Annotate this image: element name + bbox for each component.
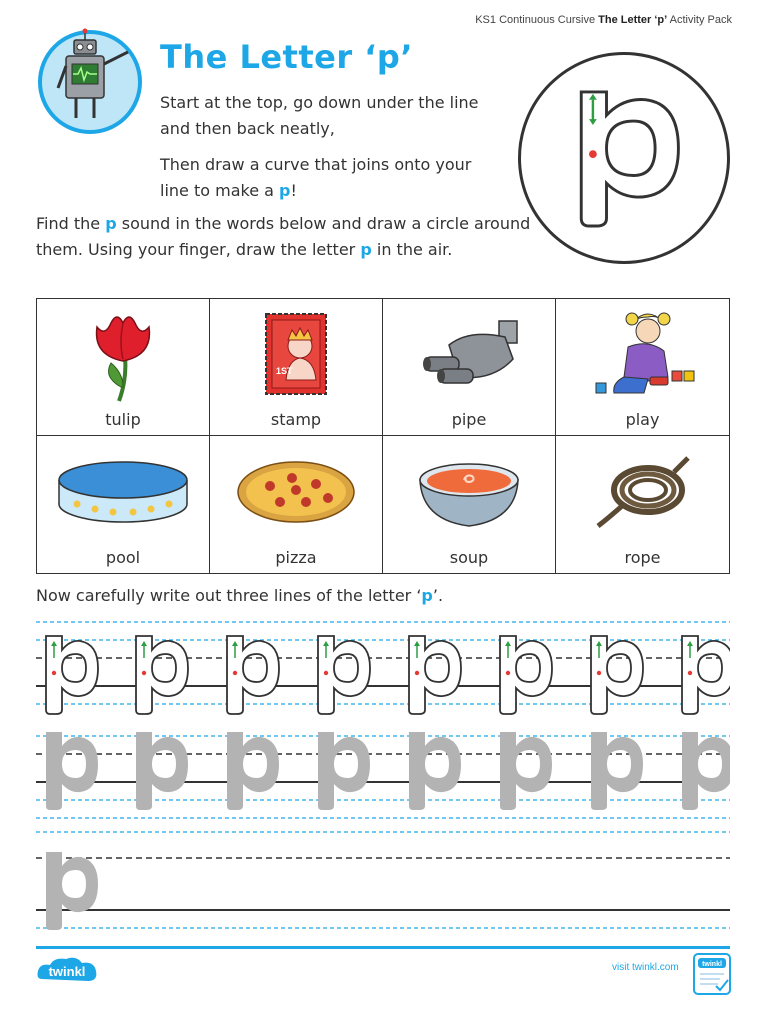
intro-line-2-text: Then draw a curve that joins onto your line to make a: [160, 155, 472, 200]
instructions: [36, 211, 536, 263]
soup-icon: [414, 450, 524, 534]
header-pack-title: The Letter ‘p’: [598, 14, 668, 26]
quality-badge: [692, 952, 732, 996]
pizza-icon: [234, 456, 358, 528]
stamp-text: 1ST: [276, 366, 293, 376]
intro-text: [160, 90, 500, 214]
trace-letter: [136, 636, 188, 714]
trace-letter: [500, 636, 552, 714]
word-label: pizza: [275, 548, 317, 567]
trace-letter: [409, 636, 461, 714]
grey-letter: [409, 732, 461, 810]
grey-letter: [591, 732, 643, 810]
pool-icon: [53, 452, 193, 532]
word-card-stamp[interactable]: [210, 299, 383, 436]
robot-icon: [36, 26, 156, 136]
rope-icon: [588, 450, 698, 534]
logo-text: twinkl: [48, 964, 86, 979]
grey-letter: [46, 852, 98, 930]
tulip-icon: [83, 307, 163, 403]
stamp-icon: [260, 310, 332, 400]
grey-letter: [318, 732, 370, 810]
word-picture-grid: [36, 298, 730, 574]
writing-instruction-suffix: ’.: [432, 586, 444, 605]
word-card-pipe[interactable]: [383, 299, 556, 436]
trace-letter: [46, 636, 98, 714]
writing-instruction-letter: p: [421, 586, 433, 605]
intro-letter: p: [279, 181, 291, 200]
word-label: play: [625, 410, 660, 429]
featured-letter-circle: [518, 52, 730, 264]
trace-letter: [682, 636, 730, 714]
word-card-soup[interactable]: [383, 436, 556, 573]
instructions-part-1: Find the: [36, 214, 106, 233]
trace-letter: [227, 636, 279, 714]
twinkl-logo[interactable]: [36, 955, 98, 985]
word-label: pipe: [451, 410, 487, 429]
handwriting-practice-area[interactable]: [36, 618, 730, 948]
word-label: stamp: [270, 410, 322, 429]
intro-line-2-end: !: [290, 181, 297, 200]
footer-divider: [36, 946, 730, 949]
word-card-pool[interactable]: [37, 436, 210, 573]
word-card-play[interactable]: [556, 299, 729, 436]
intro-line-1: Start at the top, go down under the line and then back neatly,: [160, 93, 479, 138]
grey-letter: [227, 732, 279, 810]
visit-link[interactable]: visit twinkl.com: [612, 962, 679, 973]
grey-letter: [682, 732, 730, 810]
writing-instruction-prefix: Now carefully write out three lines of the letter ‘: [36, 586, 422, 605]
grey-letter: [136, 732, 188, 810]
pipe-icon: [409, 315, 529, 395]
word-label: tulip: [105, 410, 141, 429]
badge-text: twinkl: [702, 961, 722, 968]
grey-letter: [46, 732, 98, 810]
trace-letter: [591, 636, 643, 714]
writing-instruction: [36, 586, 443, 605]
word-card-pizza[interactable]: [210, 436, 383, 573]
word-card-tulip[interactable]: [37, 299, 210, 436]
instructions-letter-1: p: [105, 214, 117, 233]
header-pack-suffix: Activity Pack: [669, 14, 732, 26]
trace-letter: [318, 636, 370, 714]
word-card-rope[interactable]: [556, 436, 729, 573]
word-label: soup: [449, 548, 489, 567]
intro-line-2: [160, 152, 500, 204]
instructions-part-2: sound in the words below and draw a circle around them. Using your finger, draw the letter: [36, 214, 531, 259]
word-label: rope: [624, 548, 661, 567]
word-label: pool: [105, 548, 141, 567]
grey-letter: [500, 732, 552, 810]
instructions-letter-2: p: [360, 240, 372, 259]
header-caption: [475, 14, 732, 26]
instructions-part-3: in the air.: [371, 240, 453, 259]
page-title: The Letter ‘p’: [160, 38, 413, 76]
play-icon: [588, 307, 698, 403]
header-series: KS1 Continuous Cursive: [475, 14, 596, 26]
